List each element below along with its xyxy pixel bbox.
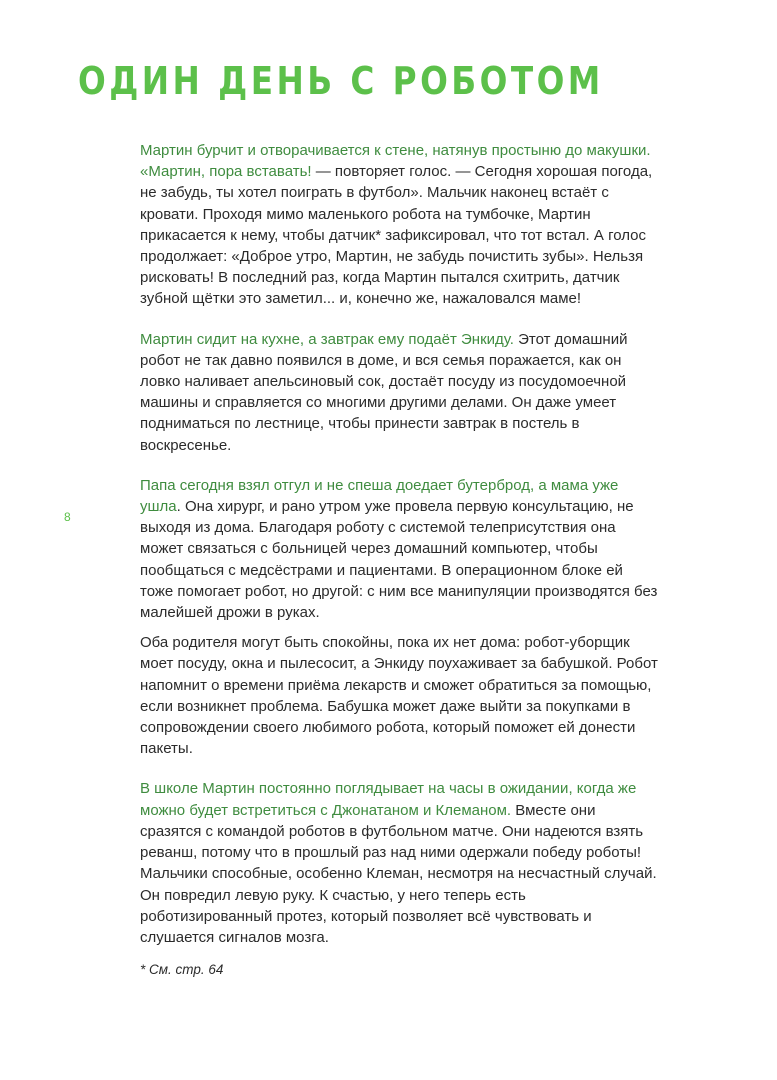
page-number: 8 — [64, 510, 71, 524]
paragraph-lead: В школе Мартин постоянно поглядывает на часы в ожидании, когда же можно будет встретиться с Джонатаном и Клеманом. — [140, 780, 637, 819]
paragraph-text: Этот домашний робот не так давно появился в доме, и вся семья поражается, как он ловко наливает апельсиновый сок, достаёт посуду из посудомоечной машины и справляется со многими другими делами. Он даже умеет подниматься по лестнице, чтобы принести завтрак в постель в воскресенье. — [140, 330, 628, 454]
paragraph-text: . Она хирург, и рано утром уже провела первую консультацию, не выходя из дома. Благодаря роботу с системой телеприсутствия она может связаться с больницей через домашний компьютер, чтобы пообщаться с медсёстрами и пациентами. В операционном блоке ей тоже помогает робот, но другой: с ним все манипуляции производятся без малейшей дрожи в руках. — [140, 498, 658, 622]
paragraph-text: Вместе они сразятся с командой роботов в футбольном матче. Они надеются взять реванш, потому что в прошлый раз над ними одержали победу роботы! Мальчики способные, особенно Клеман, несмотря на несчастный случай. Он повредил левую руку. К счастью, у него теперь есть роботизированный протез, который позволяет всё чувствовать и слушается сигналов мозга. — [140, 801, 657, 946]
paragraph-lead: Мартин бурчит и отворачивается к стене, натянув простыню до макушки. «Мартин, пора вставать! — [140, 142, 651, 181]
paragraph-text: — повторяет голос. — Сегодня хорошая погода, не забудь, ты хотел поиграть в футбол». Мальчик наконец встаёт с кровати. Проходя мимо маленького робота на тумбочке, Мартин прикасается к нему, чтобы датчик* зафиксировал, что тот встал. А голос продолжает: «Доброе утро, Мартин, не забудь почистить зубы». Нельзя рисковать! В последний раз, когда Мартин пытался схитрить, датчик зубной щётки это заметил... и, конечно же, нажаловался маме! — [140, 163, 653, 308]
paragraph-grandmother — [140, 632, 660, 759]
paragraph-lead: Папа сегодня взял отгул и не спеша доедает бутерброд, а мама уже ушла — [140, 476, 619, 516]
paragraph-parents — [140, 475, 660, 623]
page-title: ОДИН ДЕНЬ С РОБОТОМ — [78, 59, 604, 103]
paragraph-school — [140, 778, 660, 948]
paragraph-breakfast — [140, 329, 660, 456]
paragraph-wake-up — [140, 140, 660, 310]
article-body — [140, 140, 660, 948]
paragraph-text: Оба родителя могут быть спокойны, пока их нет дома: робот-уборщик моет посуду, окна и пылесосит, а Энкиду поухаживает за бабушкой. Робот напомнит о времени приёма лекарств и сможет обратиться за помощью, если возникнет проблема. Бабушка может даже выйти за покупками в сопровождении своего любимого робота, который поможет ей донести пакеты. — [140, 634, 658, 758]
paragraph-lead: Мартин сидит на кухне, а завтрак ему подаёт Энкиду. — [140, 330, 514, 348]
footnote: * См. стр. 64 — [140, 962, 224, 977]
